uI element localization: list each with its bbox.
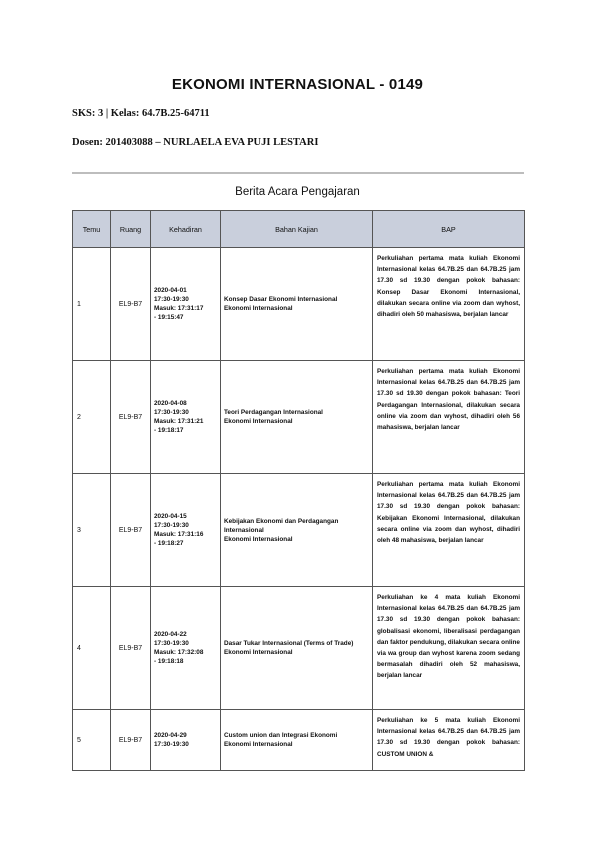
kehadiran-text: 2020-04-15 17:30-19:30 Masuk: 17:31:16 - 19:18:27 (154, 513, 204, 547)
dosen-line: Dosen: 201403088 – NURLAELA EVA PUJI LESTARI (72, 137, 319, 148)
cell-ruang: EL9-B7 (111, 710, 151, 771)
cell-bap: Perkuliahan pertama mata kuliah Ekonomi Internasional kelas 64.7B.25 dan 64.7B.25 jam 17.30 sd 19.30 dengan pokok bahasan: Kebijakan Ekonomi Internasional, dilakukan secara online via zoom dan wyhost, dihadiri oleh 48 mahasiswa, berjalan lancar (373, 474, 525, 587)
table-row (73, 361, 525, 474)
cell-ruang: EL9-B7 (111, 248, 151, 361)
cell-temu: 1 (73, 248, 111, 361)
sks-kelas-line: SKS: 3 | Kelas: 64.7B.25-64711 (72, 108, 210, 119)
cell-bahan-kajian (221, 474, 373, 587)
kehadiran-text: 2020-04-22 17:30-19:30 Masuk: 17:32:08 - 19:18:18 (154, 631, 204, 665)
cell-temu: 5 (73, 710, 111, 771)
table-row (73, 587, 525, 710)
cell-kehadiran (151, 474, 221, 587)
cell-kehadiran (151, 361, 221, 474)
cell-kehadiran (151, 248, 221, 361)
cell-temu: 3 (73, 474, 111, 587)
cell-kehadiran (151, 587, 221, 710)
header-temu: Temu (73, 211, 111, 248)
bahan-text: Teori Perdagangan Internasional Ekonomi Internasional (224, 409, 323, 425)
cell-bahan-kajian (221, 710, 373, 771)
table-header-row (73, 211, 525, 248)
cell-bap: Perkuliahan pertama mata kuliah Ekonomi Internasional kelas 64.7B.25 dan 64.7B.25 jam 17.30 sd 19.30 dengan pokok bahasan: Konsep Dasar Ekonomi Internasional, dilakukan secara online via zoom dan wyhost, dihadiri oleh 50 mahasiswa, berjalan lancar (373, 248, 525, 361)
cell-bahan-kajian (221, 587, 373, 710)
kehadiran-text: 2020-04-29 17:30-19:30 (154, 732, 189, 748)
table-row (73, 248, 525, 361)
cell-bahan-kajian (221, 361, 373, 474)
header-bahan-kajian: Bahan Kajian (221, 211, 373, 248)
cell-bap: Perkuliahan ke 4 mata kuliah Ekonomi Internasional kelas 64.7B.25 dan 64.7B.25 jam 17.30 sd 19.30 dengan pokok bahasan: globalisasi ekonomi, liberalisasi perdagangan dan faktor pendukung, dilakukan secara online via wa group dan wyhost karena zoom sedang bermasalah dihadiri oleh 52 mahasiswa, berjalan lancar (373, 587, 525, 710)
section-title: Berita Acara Pengajaran (235, 186, 360, 198)
bahan-text: Dasar Tukar Internasional (Terms of Trade) Ekonomi Internasional (224, 640, 354, 656)
header-ruang: Ruang (111, 211, 151, 248)
kehadiran-text: 2020-04-01 17:30-19:30 Masuk: 17:31:17 - 19:15:47 (154, 287, 204, 321)
cell-bahan-kajian (221, 248, 373, 361)
table-row (73, 474, 525, 587)
cell-bap: Perkuliahan pertama mata kuliah Ekonomi Internasional kelas 64.7B.25 dan 64.7B.25 jam 17.30 sd 19.30 dengan pokok bahasan: Teori Perdagangan Internasional, dilakukan secara online via zoom dan wyhost, dihadiri oleh 56 mahasiswa, berjalan lancar (373, 361, 525, 474)
document-title: EKONOMI INTERNASIONAL - 0149 (171, 76, 424, 93)
divider (72, 172, 524, 174)
bahan-text: Konsep Dasar Ekonomi Internasional Ekonomi Internasional (224, 296, 338, 312)
cell-ruang: EL9-B7 (111, 474, 151, 587)
cell-kehadiran (151, 710, 221, 771)
bahan-text: Kebijakan Ekonomi dan Perdagangan Internasional Ekonomi Internasional (224, 517, 339, 543)
cell-ruang: EL9-B7 (111, 361, 151, 474)
table-row (73, 710, 525, 771)
bahan-text: Custom union dan Integrasi Ekonomi Ekonomi Internasional (224, 732, 338, 748)
cell-ruang: EL9-B7 (111, 587, 151, 710)
cell-temu: 2 (73, 361, 111, 474)
cell-bap: Perkuliahan ke 5 mata kuliah Ekonomi Internasional kelas 64.7B.25 dan 64.7B.25 jam 17.30 sd 19.30 dengan pokok bahasan: CUSTOM UNION & (373, 710, 525, 771)
header-kehadiran: Kehadiran (151, 211, 221, 248)
header-bap: BAP (373, 211, 525, 248)
bap-table (72, 210, 525, 771)
kehadiran-text: 2020-04-08 17:30-19:30 Masuk: 17:31:21 - 19:18:17 (154, 400, 204, 434)
cell-temu: 4 (73, 587, 111, 710)
